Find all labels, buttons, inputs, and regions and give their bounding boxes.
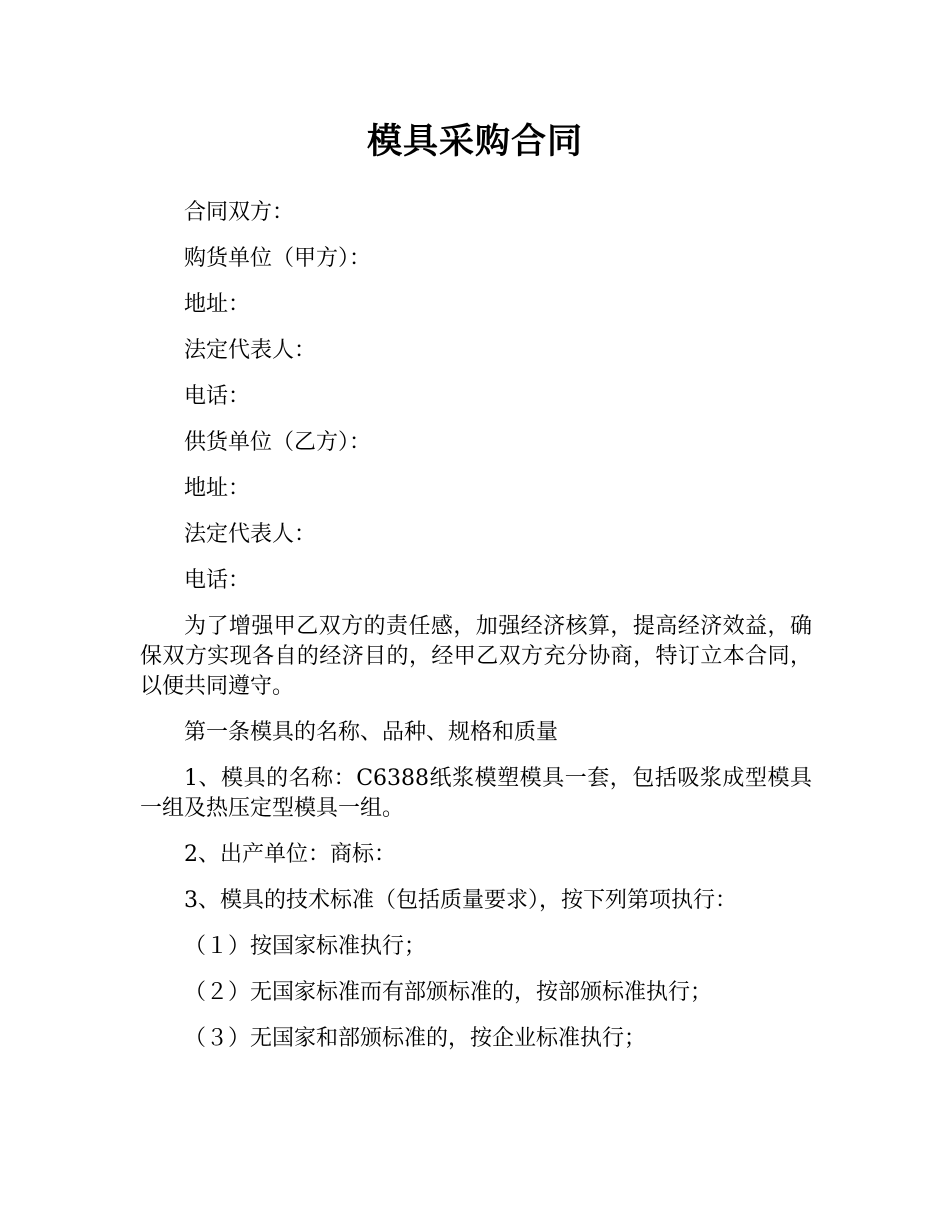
paragraph-article-1-heading: 第一条模具的名称、品种、规格和质量 [184, 720, 559, 745]
paragraph-supplier-phone: 电话： [184, 568, 251, 593]
paragraph-standard-item-3: （３）无国家和部颁标准的，按企业标准执行； [184, 1026, 647, 1051]
paragraph-technical-standard: 3、模具的技术标准（包括质量要求），按下列第项执行： [184, 888, 737, 913]
paragraph-buyer-phone: 电话： [184, 384, 251, 409]
document-body [140, 198, 812, 1070]
paragraph-standard-item-2: （２）无国家标准而有部颁标准的，按部颁标准执行； [184, 980, 713, 1005]
paragraph-parties: 合同双方： [184, 200, 295, 225]
paragraph-supplier-representative: 法定代表人： [184, 522, 317, 547]
paragraph-supplier-address: 地址： [184, 476, 251, 501]
paragraph-buyer-representative: 法定代表人： [184, 338, 317, 363]
paragraph-mold-name: 1、模具的名称：C6388纸浆模塑模具一套，包括吸浆成型模具一组及热压定型模具一组。 [140, 766, 812, 821]
paragraph-supplier: 供货单位（乙方）： [184, 430, 372, 455]
paragraph-manufacturer: 2、出产单位：商标： [184, 842, 396, 867]
paragraph-purpose: 为了增强甲乙双方的责任感，加强经济核算，提高经济效益，确保双方实现各自的经济目的，经甲乙双方充分协商，特订立本合同，以便共同遵守。 [140, 614, 812, 699]
paragraph-buyer-address: 地址： [184, 292, 251, 317]
paragraph-standard-item-1: （１）按国家标准执行； [184, 934, 427, 959]
paragraph-buyer: 购货单位（甲方）： [184, 246, 372, 271]
document-title: 模具采购合同 [366, 122, 583, 162]
